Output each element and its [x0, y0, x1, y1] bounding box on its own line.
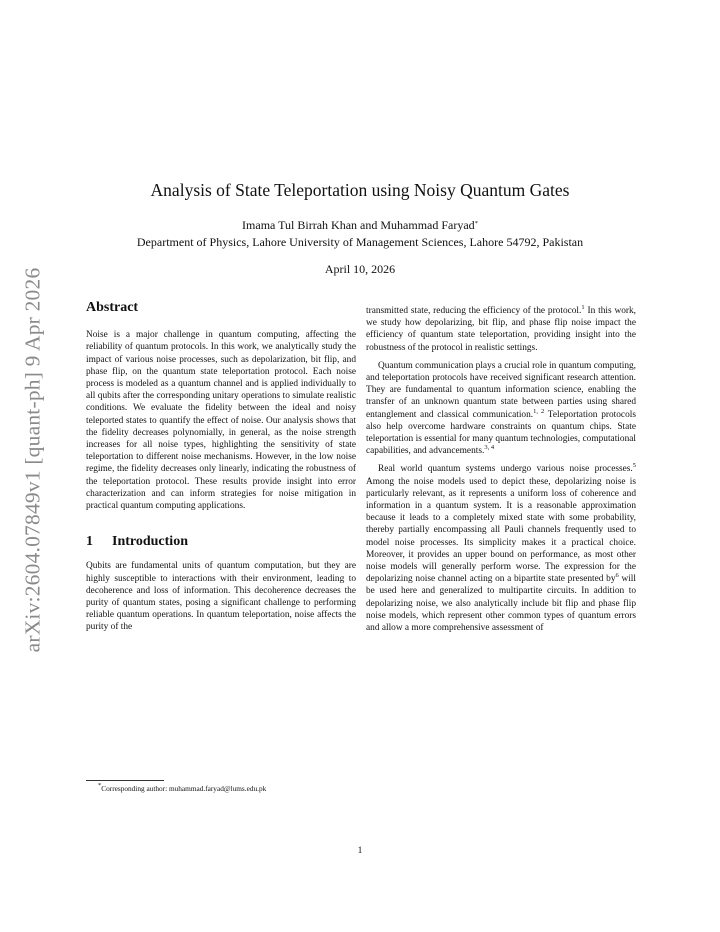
section-title: Introduction: [112, 534, 188, 550]
intro-paragraph-3: Real world quantum systems undergo various noise processes.$^5$ Among the noise models used to depict these, depolarizing noise is particularly relevant, as it represents a uniform loss of coherence and information in a quantum system. It is a reasonable approximation because it leads to a completely mixed state with some probability, thereby partially encompassing all Pauli channels frequently used to model noise processes. Its simplicity makes it a practical choice. Moreover, it provides an upper bound on performance, as most other noise models will generally perform worse. The expression for the depolarizing noise channel acting on a bipartite state presented $by^6$ will be used here and generalized to multipartite circuits. In addition to depolarizing noise, we also analytically include bit flip and phase flip noise models, which represent other common types of quantum errors and allow a more comprehensive assessment of: [366, 462, 636, 634]
author-names: Imama Tul Birrah Khan and Muhammad Faryad: [242, 218, 475, 232]
paper-date: April 10, 2026: [324, 262, 396, 276]
footnote: [98, 784, 266, 793]
paper-title: Analysis of State Teleportation using Noisy Quantum Gates: [150, 180, 570, 200]
right-column: [366, 305, 636, 634]
section-number: 1: [86, 534, 93, 550]
author-footnote-mark: *: [474, 220, 478, 227]
citation: 6: [615, 572, 619, 580]
intro-paragraph-1-continued: transmitted state, reducing the efficiency of the protocol.$^1$ In this work, we study how depolarizing, bit flip, and phase flip noise impact the efficiency of quantum state teleportation, providing insight into the robustness of the protocol in realistic settings.: [366, 304, 636, 353]
page-number: 1: [357, 846, 363, 856]
affiliation: Department of Physics, Lahore University of Management Sciences, Lahore 54792, Pakistan: [136, 235, 584, 249]
citation: 5: [632, 462, 636, 470]
intro-paragraph-1: Qubits are fundamental units of quantum computation, but they are highly susceptible to interactions with their environment, leading to decoherence and loss of information. This decoherence decreases the purity of quantum states, posing a significant challenge to performing reliable quantum operations. In quantum teleportation, noise affects the purity of the: [86, 561, 356, 633]
abstract-text: Noise is a major challenge in quantum computing, affecting the reliability of quantum protocols. In this work, we analytically study the impact of various noise processes, such as depolarization, bit flip, and phase flip, on the quantum state teleportation protocol. Each noise process is modeled as a quantum channel and is applied individually to all qubits after the corresponding unitary operations to simulate realistic conditions. We evaluate the fidelity between the ideal and noisy teleported states to quantify the effect of noise. Our analysis shows that the fidelity decreases polynomially, in general, as the noise strength increases for all noise types, highlighting the sensitivity of state teleportation to different noise mechanisms. However, in the low noise regime, the fidelity decreases only linearly, indicating the robustness of the teleportation protocol. These results provide insight into error characterization and can inform strategies for noise mitigation in practical quantum computing applications.: [86, 330, 356, 512]
citation: 3, 4: [484, 444, 495, 452]
intro-paragraph-2: Quantum communication plays a crucial role in quantum computing, and teleportation protocols have received significant research attention. They are fundamental to quantum information science, enabling the transfer of an unknown quantum state between parties using shared entanglement and classical communication.$^{1, 2}$ Teleportation protocols also help overcome hardware constraints on quantum chips. State teleportation is essential for many quantum technologies, computational capabilities, and advancements.$^{3, 4}$: [366, 360, 636, 457]
footnote-text: Corresponding author: muhammad.faryad@lums.edu.pk: [101, 784, 267, 793]
footnote-mark: *: [98, 782, 102, 789]
author-list: [0, 218, 720, 233]
abstract-heading: Abstract: [86, 300, 139, 315]
section-heading-introduction: [86, 536, 356, 548]
footnote-rule: [86, 780, 164, 781]
citation: 1: [581, 304, 585, 311]
left-column: [86, 302, 356, 634]
citation: 1, 2: [533, 407, 545, 415]
